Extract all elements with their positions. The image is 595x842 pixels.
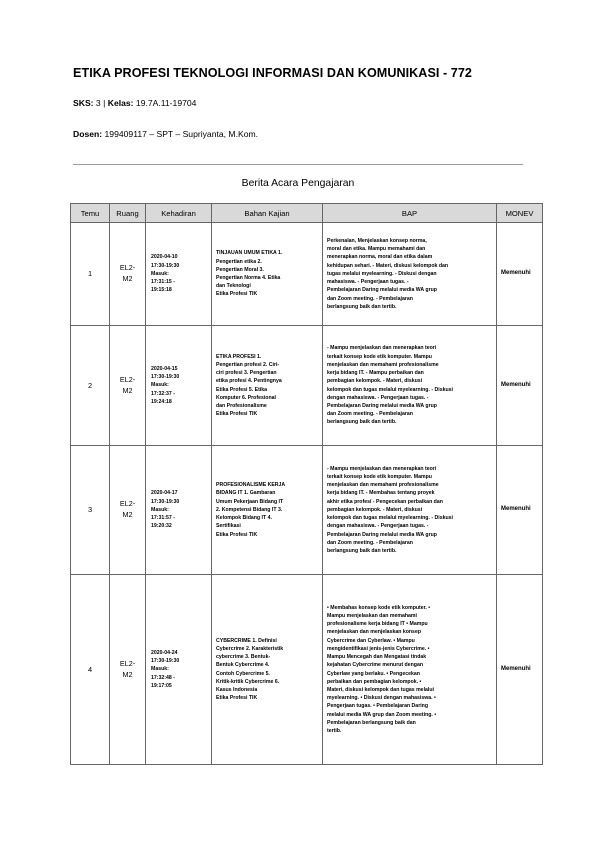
kelas-value: 19.7A.11-19704 (133, 98, 197, 108)
table-row (71, 575, 543, 765)
column-header-kehadiran: Kehadiran (146, 204, 212, 223)
cell-bahan-kajian: PROFESIONALISME KERJA BIDANG IT 1. Gambaran Umum Pekerjaan Bidang IT 2. Kompetensi Bidang IT 3. Kelompok Bidang IT 4. Sertifikasi Etika Profesi TIK (212, 446, 323, 575)
course-title: ETIKA PROFESI TEKNOLOGI INFORMASI DAN KOMUNIKASI - 772 (73, 66, 472, 80)
cell-bap: • Membahas konsep kode etik komputer. • Mampu menjelaskan dan memahami profesionalisme kerja bidang IT • Mampu menjelaskan dan menjelaskan konsep Cybercrime dan Cyberlaw. • Mampu mengidentifikasi jenis-jenis Cybercrime. • Mampu Mencegah dan Mengatasi tindak kejahatan Cybercrime menurut dengan Cyberlaw yang berlaku. • Pengecekan perbaikan dan pembagian kelompok. • Materi, diskusi kelompok dan tugas melalui myelearning. • Diskusi dengan mahasiswa. • Pengerjaan tugas. • Pembelajaran Daring melalui media WA grup dan Zoom meeting. • Pembelajaran berlangsung baik dan tertib. (323, 575, 497, 765)
table-header-row (71, 204, 543, 223)
cell-monev: Memenuhi (497, 223, 543, 326)
column-header-ruang: Ruang (110, 204, 146, 223)
ruang-text: EL2- M2 (119, 658, 136, 679)
dosen-value: 199409117 – SPT – Supriyanta, M.Kom. (102, 129, 259, 139)
ruang-text: EL2- M2 (119, 374, 136, 395)
dosen-label: Dosen: (73, 129, 103, 139)
column-header-bap: BAP (323, 204, 497, 223)
column-header-temu: Temu (71, 204, 110, 223)
cell-ruang (110, 446, 146, 575)
table-row (71, 326, 543, 446)
teaching-report-table (70, 203, 543, 765)
column-header-monev: MONEV (497, 204, 543, 223)
course-info (73, 98, 196, 108)
cell-ruang (110, 326, 146, 446)
sks-label: SKS: (73, 98, 94, 108)
kelas-label: Kelas: (107, 98, 134, 108)
cell-kehadiran: 2020-04-15 17:30-19:30 Masuk: 17:32:37 - 19:24:18 (146, 326, 212, 446)
cell-temu: 2 (71, 326, 110, 446)
ruang-text: EL2- M2 (119, 499, 136, 519)
cell-kehadiran: 2020-04-24 17:30-19:30 Masuk: 17:32:48 - 19:17:05 (146, 575, 212, 765)
cell-ruang (110, 575, 146, 765)
cell-bap: Perkenalan, Menjelaskan konsep norma, moral dan etika. Mampu memahami dan menerapkan norma, moral dan etika dalam kehidupan sehari. - Materi, diskusi kelompok dan tugas melalui myelearning. - Diskusi dengan mahasiswa. - Pengerjaan tugas. - Pembelajaran Daring melalui media WA grup dan Zoom meeting. - Pembelajaran berlangsung baik dan tertib. (323, 223, 497, 326)
cell-kehadiran: 2020-04-17 17:30-19:30 Masuk: 17:31:57 - 19:20:32 (146, 446, 212, 575)
sks-value: 3 | (93, 98, 108, 108)
ruang-text: EL2- M2 (119, 263, 136, 283)
cell-bap: - Mampu menjelaskan dan menerapkan teori terkait konsep kode etik komputer. Mampu menjelaskan dan memahami profesionalisme kerja bidang IT. - Mampu perbaikan dan pembagian kelompok. - Materi, diskusi kelompok dan tugas melalui myelearning. - Diskusi dengan mahasiswa. - Pengerjaan tugas. - Pembelajaran Daring melalui media WA grup dan Zoom meeting. - Pembelajaran berlangsung baik dan tertib. (323, 326, 497, 446)
column-header-bahan-kajian: Bahan Kajian (212, 204, 323, 223)
cell-bahan-kajian: TINJAUAN UMUM ETIKA 1. Pengertian etika 2. Pengertian Moral 3. Pengertian Norma 4. Etika dan Teknologi Etika Profesi TIK (212, 223, 323, 326)
section-title: Berita Acara Pengajaran (241, 178, 355, 189)
lecturer-info (73, 129, 258, 139)
cell-monev: Memenuhi (497, 446, 543, 575)
divider (73, 164, 523, 165)
table-row (71, 446, 543, 575)
cell-monev: Memenuhi (497, 575, 543, 765)
cell-kehadiran: 2020-04-10 17:30-19:30 Masuk: 17:31:15 - 19:15:18 (146, 223, 212, 326)
cell-bahan-kajian: ETIKA PROFESI 1. Pengertian profesi 2. Ciri- ciri profesi 3. Pengertian etika profesi 4. Pentingnya Etika Profesi 5. Etika Komputer 6. Profesional dan Profesionalisme Etika Profesi TIK (212, 326, 323, 446)
cell-temu: 1 (71, 223, 110, 326)
cell-ruang (110, 223, 146, 326)
cell-monev: Memenuhi (497, 326, 543, 446)
table-row (71, 223, 543, 326)
cell-bahan-kajian: CYBERCRIME 1. Definisi Cybercrime 2. Karakteristik cybercrime 3. Bentuk- Bentuk Cybercrime 4. Contoh Cybercrime 5. Kritik-kritik Cybercrime 6. Kasus Indonesia Etika Profesi TIK (212, 575, 323, 765)
cell-bap: - Mampu menjelaskan dan menerapkan teori terkait konsep kode etik komputer. Mampu menjelaskan dan memahami profesionalisme kerja bidang IT. - Membahas tentang proyek akhir etika profesi - Pengecekan perbaikan dan pembagian kelompok. - Materi, diskusi kelompok dan tugas melalui myelearning. - Diskusi dengan mahasiswa. - Pengerjaan tugas. - Pembelajaran Daring melalui media WA grup dan Zoom meeting. - Pembelajaran berlangsung baik dan tertib. (323, 446, 497, 575)
cell-temu: 4 (71, 575, 110, 765)
cell-temu: 3 (71, 446, 110, 575)
